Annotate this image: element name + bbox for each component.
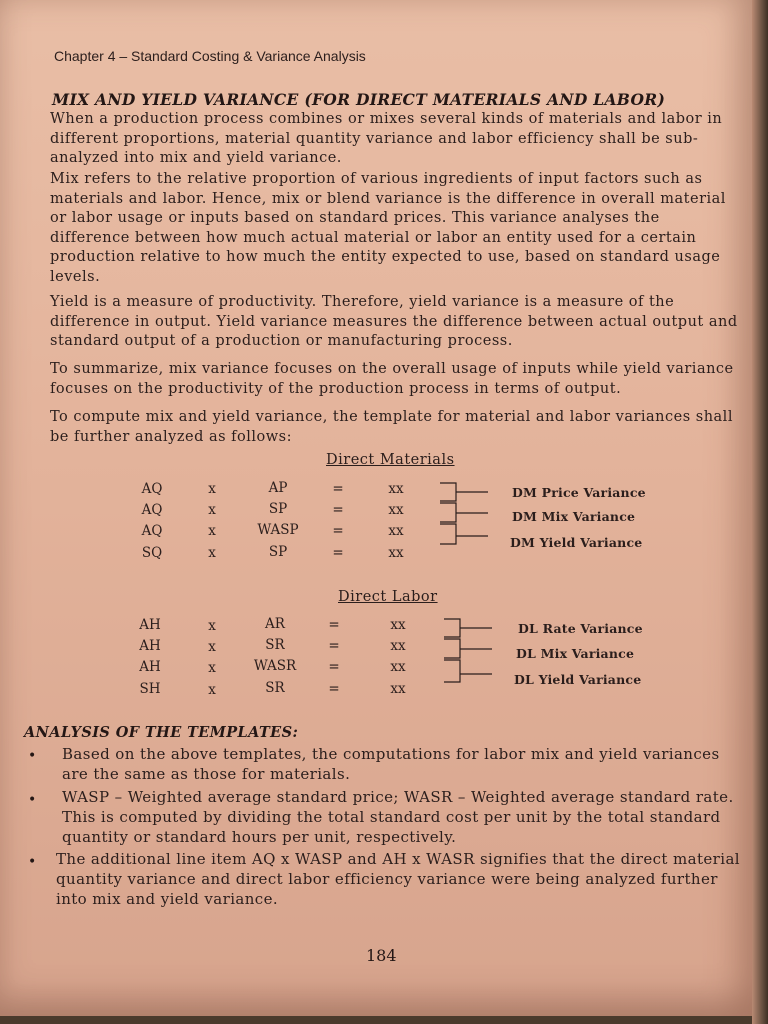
- direct-labor-title: Direct Labor: [338, 589, 438, 605]
- dl-row-1-b: AR: [265, 616, 285, 632]
- paragraph-intro: When a production process combines or mixes several kinds of materials and labor in different proportions, material quantity variance and labor efficiency shall be sub-analyzed into mix and yield variance.: [50, 111, 723, 166]
- dl-yield-variance-label: DL Yield Variance: [514, 672, 642, 687]
- bullet-marker: •: [28, 792, 37, 808]
- dm-variance-brackets: [436, 480, 492, 564]
- dl-row-1-op: x: [208, 618, 216, 634]
- dm-row-1-value: xx: [388, 481, 404, 497]
- dm-row-3-b: WASP: [257, 522, 299, 538]
- dm-row-2-b: SP: [268, 501, 288, 517]
- dl-row-1-value: xx: [390, 617, 406, 633]
- dm-row-4-a: SQ: [141, 545, 163, 561]
- dm-row-3-a: AQ: [141, 523, 163, 539]
- paragraph-yield: Yield is a measure of productivity. Therefore, yield variance is a measure of the difference in output. Yield variance measures the difference between actual output and standard output of a production or manufacturing process.: [50, 294, 738, 349]
- dm-row-2-eq: =: [332, 502, 344, 518]
- dl-row-2-a: AH: [139, 638, 161, 654]
- dl-row-2-eq: =: [328, 638, 340, 654]
- dm-row-4-b: SP: [268, 544, 288, 560]
- analysis-heading: ANALYSIS OF THE TEMPLATES:: [24, 724, 299, 741]
- analysis-bullet-2: WASP – Weighted average standard price; WASR – Weighted average standard rate. This is computed by dividing the total standard cost per unit by the total standard quantity or standard hours per unit, respectively.: [62, 788, 734, 846]
- dl-row-4-a: SH: [139, 681, 161, 697]
- dl-row-3-a: AH: [139, 659, 161, 675]
- dm-row-1-b: AP: [268, 480, 288, 496]
- dl-row-3-op: x: [208, 660, 216, 676]
- dm-row-1-op: x: [208, 481, 216, 497]
- direct-materials-title: Direct Materials: [326, 452, 455, 468]
- dm-row-3-eq: =: [332, 523, 344, 539]
- dm-row-1-a: AQ: [141, 481, 163, 497]
- dm-row-1-eq: =: [332, 481, 344, 497]
- dl-row-2-op: x: [208, 639, 216, 655]
- dm-row-4-eq: =: [332, 545, 344, 561]
- dl-row-3-value: xx: [390, 659, 406, 675]
- paragraph-summary: To summarize, mix variance focuses on the overall usage of inputs while yield variance focuses on the productivity of the production process in terms of output.: [50, 361, 734, 397]
- dl-rate-variance-label: DL Rate Variance: [518, 621, 643, 636]
- dl-row-4-value: xx: [390, 681, 406, 697]
- page-number: 184: [366, 946, 397, 965]
- dl-row-4-op: x: [208, 682, 216, 698]
- dm-row-3-op: x: [208, 523, 216, 539]
- paragraph-compute: To compute mix and yield variance, the template for material and labor variances shall be further analyzed as follows:: [50, 409, 733, 445]
- dl-row-2-value: xx: [390, 638, 406, 654]
- book-page-edge: [752, 0, 768, 1024]
- dl-row-2-b: SR: [265, 637, 285, 653]
- bullet-marker: •: [28, 854, 37, 870]
- section-heading: MIX AND YIELD VARIANCE (FOR DIRECT MATERIALS AND LABOR): [52, 90, 666, 109]
- dm-yield-variance-label: DM Yield Variance: [510, 535, 643, 550]
- dm-row-2-a: AQ: [141, 502, 163, 518]
- analysis-bullet-1: Based on the above templates, the computations for labor mix and yield variances are the same as those for materials.: [62, 745, 720, 783]
- dl-row-4-b: SR: [265, 680, 285, 696]
- dm-row-2-op: x: [208, 502, 216, 518]
- dl-row-1-a: AH: [139, 617, 161, 633]
- dm-row-3-value: xx: [388, 523, 404, 539]
- bullet-marker: •: [28, 748, 37, 764]
- analysis-bullet-3: The additional line item AQ x WASP and AH x WASR signifies that the direct material quantity variance and direct labor efficiency variance were being analyzed further into mix and yield variance.: [56, 850, 740, 908]
- chapter-header: Chapter 4 – Standard Costing & Variance Analysis: [54, 48, 366, 64]
- dl-row-3-b: WASR: [253, 658, 297, 674]
- dl-row-3-eq: =: [328, 659, 340, 675]
- dm-row-4-op: x: [208, 545, 216, 561]
- paragraph-mix: Mix refers to the relative proportion of various ingredients of input factors such as materials and labor. Hence, mix or blend variance is the difference in overall material or labor usage or inputs based on standard prices. This variance analyses the difference between how much actual material or labor an entity used for a certain production relative to how much the entity expected to use, based on standard usage levels.: [50, 171, 726, 285]
- dm-mix-variance-label: DM Mix Variance: [512, 509, 636, 524]
- dm-price-variance-label: DM Price Variance: [512, 485, 646, 500]
- dm-row-4-value: xx: [388, 545, 404, 561]
- dl-variance-brackets: [440, 616, 496, 700]
- dl-row-4-eq: =: [328, 681, 340, 697]
- dl-row-1-eq: =: [328, 617, 340, 633]
- dl-mix-variance-label: DL Mix Variance: [516, 646, 635, 661]
- dm-row-2-value: xx: [388, 502, 404, 518]
